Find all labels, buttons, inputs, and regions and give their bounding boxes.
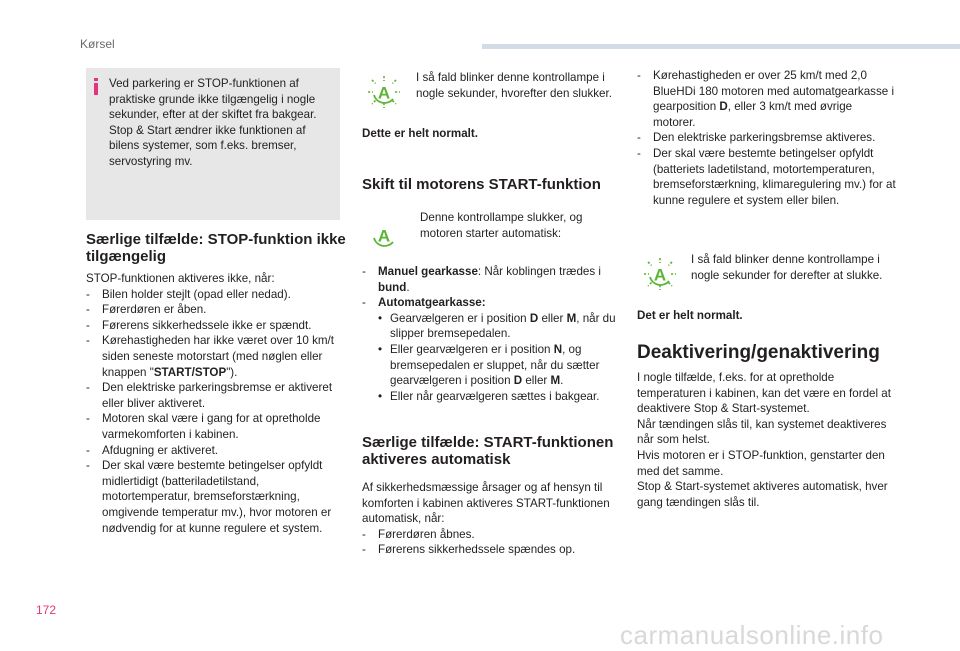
list-item [86, 333, 348, 380]
gear-m: M [550, 374, 561, 388]
sub-item [378, 311, 620, 342]
start-conditions-continued [637, 68, 897, 208]
svg-text:A: A [377, 83, 391, 103]
sub-text: eller [538, 311, 567, 325]
gear-d: D [719, 100, 728, 114]
info-text: Ved parkering er STOP-funktionen af praktiske grunde ikke tilgængelig i nogle sekunder, efter at der skiftet fra bakgear. Stop & Start ændrer ikke funktionen af bilens systemer, som f.eks. bremser, servostyring mv. [109, 77, 317, 168]
eco-lamp-icon [367, 218, 401, 252]
speed-text: Kørehastigheden har ikke været over 10 km/t siden seneste motorstart (med nøglen eller knappen " [102, 334, 334, 379]
list-item: - Bilen holder stejlt (opad eller nedad). [86, 287, 348, 303]
start-automatic-intro: Af sikkerhedsmæssige årsager og af hensyn til komforten i kabinen aktiveres START-funktionen automatisk, når: [362, 481, 610, 526]
deactivation-text: I nogle tilfælde, f.eks. for at opretholde temperaturen i kabinen, kan det være en fordel at deaktivere Stop & Start-systemet. Når tændingen slås til, kan systemet deaktiveres når som helst. Hvis motoren er i STOP-funktion, genstarter den med det samme. Stop & Start-systemet aktiveres automatisk, hver gang tændingen slås til. [637, 371, 891, 509]
sub-text: . [560, 374, 564, 388]
list-item: - Førerens sikkerhedssele ikke er spændt. [86, 318, 348, 334]
stop-unavailable-intro: STOP-funktionen aktiveres ikke, når: [86, 272, 275, 285]
lamp3-text: I så fald blinker denne kontrollampe i nogle sekunder for derefter at slukke. [691, 253, 883, 282]
stop-unavailable-section [86, 271, 348, 536]
info-icon [94, 78, 98, 95]
start-stop-label: START/STOP [153, 365, 227, 379]
list-item [637, 68, 897, 130]
conditions-list-continued [637, 68, 897, 208]
auto-label: Automatgearkasse: [378, 296, 486, 310]
sub-item [378, 342, 620, 389]
eco-lamp-flashing-icon [367, 75, 401, 109]
header-bar [482, 44, 960, 49]
gearbox-list [362, 264, 620, 404]
list-item: - Førerdøren åbnes. [362, 527, 620, 543]
manual-text-end: . [406, 280, 410, 294]
sub-text: eller [522, 374, 551, 388]
list-item-auto [362, 295, 620, 404]
list-item: - Motoren skal være i gang for at opretholde varmekomforten i kabinen. [86, 411, 348, 442]
gear-d: D [529, 311, 539, 325]
sub-text: , når du slipper bremsepedalen. [390, 311, 616, 341]
gear-n: N [553, 342, 563, 356]
start-conditions-section [362, 264, 620, 404]
list-item: - Førerdøren er åben. [86, 302, 348, 318]
manual-label: Manuel gearkasse [378, 265, 478, 278]
sub-item: • Eller når gearvælgeren sættes i bakgear. [378, 389, 620, 405]
lamp1-text: I så fald blinker denne kontrollampe i nogle sekunder, hvorefter den slukker. [416, 71, 612, 100]
heading-start-automatic: Særlige tilfælde: START-funktionen aktiveres automatisk [362, 434, 614, 468]
auto-sublist [378, 311, 620, 405]
list-item: - Der skal være bestemte betingelser opfyldt midlertidigt (batteriladetilstand, motortemperatur, bremseforstærkning, omgivende temperatur mv.), hvor motoren er nødvendig for at kunne regulere et system. [86, 458, 348, 536]
page-number: 172 [36, 603, 57, 617]
watermark: carmanualsonline.info [620, 620, 884, 650]
sub-text: Eller gearvælgeren er i position [390, 342, 554, 356]
gear-m: M [566, 311, 577, 325]
svg-text:A: A [377, 226, 391, 246]
svg-text:A: A [653, 265, 667, 285]
heading-start-function: Skift til motorens START-funktion [362, 176, 601, 193]
heading-stop-unavailable: Særlige tilfælde: STOP-funktion ikke tilgængelig [86, 231, 346, 265]
list-item-manual [362, 264, 620, 295]
normal-note-2: Det er helt normalt. [637, 309, 743, 322]
list-item: - Afdugning er aktiveret. [86, 443, 348, 459]
eco-lamp-flashing-icon [643, 257, 677, 291]
start-automatic-section [362, 480, 620, 558]
bund-label: bund [378, 280, 407, 294]
list-item: - Førerens sikkerhedssele spændes op. [362, 542, 620, 558]
speed-text-end: "). [226, 365, 238, 379]
speed-text: Kørehastigheden er over 25 km/t med 2,0 BlueHDi 180 motoren med automatgearkasse i gearposition [653, 69, 895, 114]
section-label: Kørsel [80, 37, 115, 51]
heading-deactivation: Deaktivering/genaktivering [637, 342, 880, 363]
start-automatic-list [362, 527, 620, 558]
stop-conditions-list [86, 287, 348, 537]
list-item: - Der skal være bestemte betingelser opfyldt (batteriets ladetilstand, motortemperaturen, bremseforstærkning, klimaregulering mv.) for at kunne regulere et system eller bilen. [637, 146, 897, 208]
sub-text: Gearvælgeren er i position [390, 311, 530, 325]
sub-text: , og bremsepedalen er sluppet, når du sætter gearvælgeren i position [390, 342, 600, 388]
normal-note-1: Dette er helt normalt. [362, 127, 478, 140]
list-item: - Den elektriske parkeringsbremse aktiveres. [637, 130, 897, 146]
lamp2-text: Denne kontrollampe slukker, og motoren starter automatisk: [420, 211, 583, 240]
list-item: - Den elektriske parkeringsbremse er aktiveret eller bliver aktiveret. [86, 380, 348, 411]
gear-d: D [513, 374, 523, 388]
manual-text: : Når koblingen trædes i [477, 265, 601, 278]
speed-text-end: , eller 3 km/t med øvrige motorer. [653, 100, 853, 129]
